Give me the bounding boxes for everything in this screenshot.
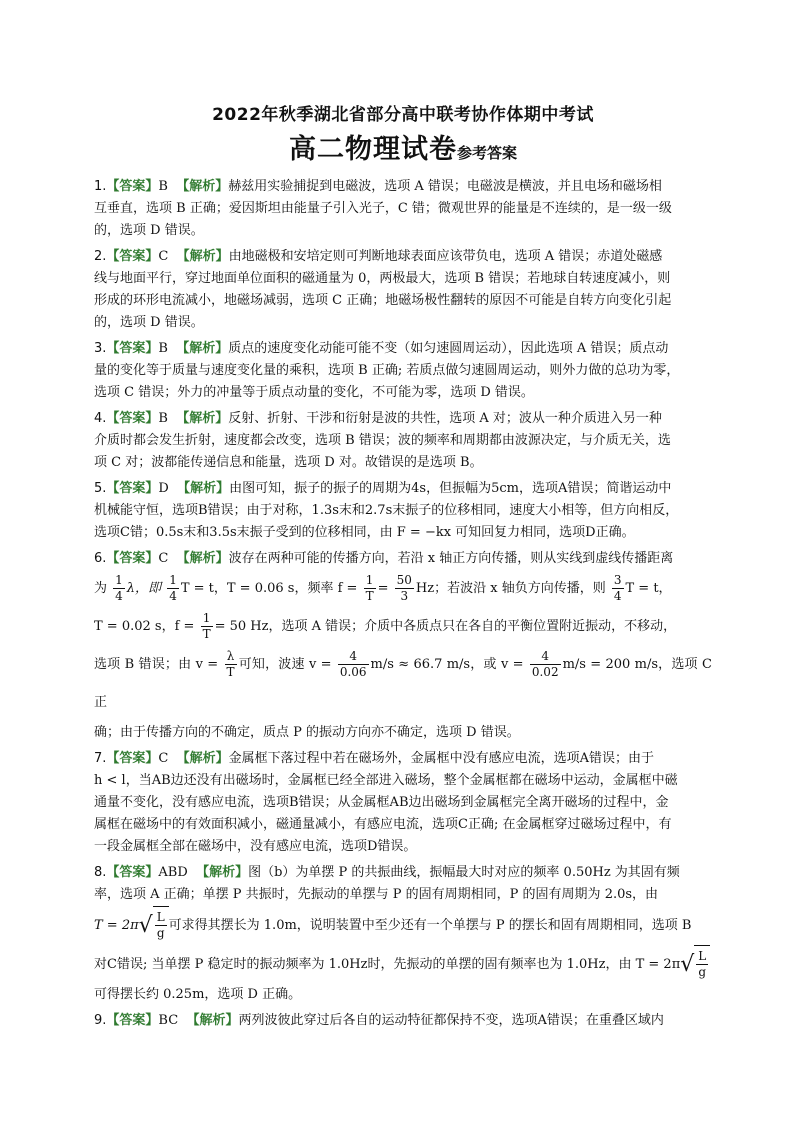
radicand (153, 906, 169, 945)
fraction-one-quarter (113, 573, 125, 604)
radical-sign: √ (680, 951, 695, 977)
answer-label: 【答案】 (106, 551, 159, 566)
answer-label: 【答案】 (106, 179, 159, 194)
analysis-text-line: 两列波彼此穿过后各自的运动特征都保持不变，选项A错误；在重叠区域内 (238, 1013, 664, 1028)
answer-item-6 (94, 548, 712, 744)
analysis-text-line: 质点的速度变化动能可能不变（如匀速圆周运动），因此选项 A 错误；质点动 (228, 341, 669, 356)
fraction-l-over-g (696, 949, 708, 980)
analysis-text-line: 线与地面平行，穿过地面单位面积的磁通量为 0，两极最大，选项 B 错误；若地球自转速度减小，则 (94, 271, 671, 286)
answer-item-4 (94, 408, 712, 474)
analysis-label: 【解析】 (176, 341, 229, 356)
analysis-label: 【解析】 (176, 179, 229, 194)
text-fragment: = (377, 581, 389, 596)
answer-value: C (158, 249, 169, 264)
numerator: 50 (396, 573, 412, 587)
sqrt-l-over-g (680, 945, 710, 984)
answer-item-2 (94, 246, 712, 334)
answer-value: BC (158, 1013, 179, 1028)
answer-value: B (158, 411, 168, 426)
fraction-four-over-002 (530, 649, 561, 680)
text-fragment: 可求得其摆长为 1.0m，说明装置中至少还有一个单摆与 P 的摆长和固有周期相同，选项 B (168, 918, 692, 933)
answer-item-3 (94, 338, 712, 404)
answer-value: B (158, 341, 168, 356)
paper-subtitle: 参考答案 (456, 144, 517, 162)
answer-value: D (158, 481, 169, 496)
text-fragment: T = t，T = 0.06 s，频率 f = (180, 581, 358, 596)
analysis-label: 【解析】 (176, 551, 229, 566)
analysis-text-line: 赫兹用实验捕捉到电磁波，选项 A 错误；电磁波是横波，并且电场和磁场相 (228, 179, 662, 194)
analysis-text-line: 互垂直，选项 B 正确；爱因斯坦由能量子引入光子，C 错；微观世界的能量是不连续的，是一级一级 (94, 201, 672, 216)
numerator: L (156, 910, 165, 924)
answer-label: 【答案】 (106, 751, 159, 766)
item-number: 3. (94, 341, 107, 356)
fraction-fifty-thirds (395, 573, 414, 604)
text-fragment: Hz；若波沿 x 轴负方向传播，则 (415, 581, 606, 596)
analysis-text-line: 通量不变化，没有感应电流，选项B错误；从金属框AB边出磁场到金属框完全离开磁场的过程中，金 (94, 795, 669, 810)
text-fragment: 为 (94, 581, 108, 596)
analysis-label: 【解析】 (196, 865, 249, 880)
exam-title: 2022年秋季湖北省部分高中联考协作体期中考试 (212, 105, 594, 125)
analysis-text-line: 反射、折射、干涉和衍射是波的共性，选项 A 对；波从一种介质进入另一种 (228, 411, 662, 426)
item-number: 4. (94, 411, 107, 426)
analysis-text-line: 选项 C 错误；外力的冲量等于质点动量的变化，不可能为零，选项 D 错误。 (94, 385, 534, 400)
analysis-text-line: 选项C错；0.5s末和3.5s末振子受到的位移相同，由 F = −kx 可知回复力相同，选项D正确。 (94, 525, 635, 540)
analysis-text-line: 项 C 对；波都能传递信息和能量，选项 D 对。故错误的是选项 B。 (94, 455, 483, 470)
answer-value: B (158, 179, 168, 194)
answer-label: 【答案】 (106, 481, 159, 496)
answer-value: C (158, 751, 169, 766)
fraction-l-over-g (155, 910, 167, 941)
analysis-text-line: 由地磁极和安培定则可判断地球表面应该带负电，选项 A 错误；赤道处磁感 (228, 249, 663, 264)
analysis-text-line: 金属框下落过程中若在磁场外，金属框中没有感应电流，选项A错误；由于 (228, 751, 655, 766)
numerator: L (698, 949, 707, 963)
analysis-text-line: 形成的环形电流减小，地磁场减弱，选项 C 正确；地磁场极性翻转的原因不可能是自转方向变化引起 (94, 293, 672, 308)
answer-label: 【答案】 (106, 411, 159, 426)
answer-item-8 (94, 862, 712, 1006)
answer-item-7 (94, 748, 712, 858)
item-number: 1. (94, 179, 107, 194)
formula-line (94, 646, 712, 722)
denominator: g (156, 926, 165, 940)
text-fragment: m/s ≈ 66.7 m/s，或 v = (370, 657, 524, 672)
denominator: 4 (115, 589, 123, 603)
text-fragment: 选项 B 错误；由 v = (94, 657, 219, 672)
text-fragment: 可知，波速 v = (238, 657, 332, 672)
answer-value: ABD (158, 865, 188, 880)
analysis-text-line: 确；由于传播方向的不确定，质点 P 的振动方向亦不确定，选项 D 错误。 (94, 725, 520, 740)
analysis-text-line: 一段金属框全部在磁场中，没有感应电流，选项D错误。 (94, 839, 417, 854)
formula-line (94, 608, 712, 646)
analysis-label: 【解析】 (176, 249, 229, 264)
numerator: λ (225, 649, 237, 665)
analysis-text-line: 量的变化等于质量与速度变化量的乘积，选项 B 正确; 若质点做匀速圆周运动，则外力做的总功为零， (94, 363, 680, 378)
answer-label: 【答案】 (106, 341, 159, 356)
numerator: 4 (530, 649, 561, 665)
analysis-text-line: 机械能守恒，选项B错误；由于对称，1.3s末和2.7s末振子的位移相同，速度大小相等，但方向相反， (94, 503, 679, 518)
fraction-one-over-t (364, 573, 376, 604)
numerator: 4 (338, 649, 369, 665)
numerator: 1 (115, 573, 123, 587)
numerator: 1 (364, 573, 376, 589)
denominator: g (698, 965, 707, 979)
analysis-label: 【解析】 (176, 411, 229, 426)
sqrt-l-over-g (139, 906, 169, 945)
formula-line (94, 906, 712, 945)
text-fragment: T = 0.02 s，f = (94, 619, 195, 634)
denominator: T (365, 589, 374, 603)
text-fragment: 对C错误; 当单摆 P 稳定时的振动频率为 1.0Hz时，先振动的单摆的固有频率也为 1.0Hz，由 T = 2π (94, 957, 681, 972)
denominator: T (202, 627, 211, 641)
denominator: 4 (169, 589, 177, 603)
formula-line (94, 945, 712, 984)
analysis-text-line: 的，选项 D 错误。 (94, 223, 204, 238)
text-fragment: λ，即 (126, 581, 162, 596)
item-number: 9. (94, 1013, 107, 1028)
answer-value: C (158, 551, 169, 566)
analysis-text-line: 属框在磁场中的有效面积减小，磁通量减小，有感应电流，选项C正确; 在金属框穿过磁场过程中，有 (94, 817, 672, 832)
analysis-label: 【解析】 (177, 481, 230, 496)
text-fragment: T = 2π (94, 918, 139, 933)
item-number: 6. (94, 551, 107, 566)
analysis-text-line: 率，选项 A 正确；单摆 P 共振时，先振动的单摆与 P 的固有周期相同，P 的固有周期为 2.0s，由 (94, 887, 659, 902)
numerator: 1 (169, 573, 177, 587)
item-number: 7. (94, 751, 107, 766)
item-number: 8. (94, 865, 107, 880)
analysis-text-line: 波存在两种可能的传播方向，若沿 x 轴正方向传播，则从实线到虚线传播距离 (228, 551, 674, 566)
answer-item-9 (94, 1010, 712, 1032)
fraction-one-over-t (201, 611, 213, 642)
denominator: 4 (613, 589, 622, 603)
answer-label: 【答案】 (106, 249, 159, 264)
numerator: 1 (201, 611, 213, 627)
analysis-label: 【解析】 (186, 1013, 239, 1028)
text-fragment: = 50 Hz，选项 A 错误；介质中各质点只在各自的平衡位置附近振动，不移动， (214, 619, 677, 634)
analysis-text-line: 介质时都会发生折射，速度都会改变，选项 B 错误；波的频率和周期都由波源决定，与介质无关，选 (94, 433, 671, 448)
answer-label: 【答案】 (106, 1013, 159, 1028)
denominator: 3 (400, 589, 409, 603)
formula-line (94, 570, 712, 608)
text-fragment: m/s = 200 m/s，选项 C 正 (94, 657, 712, 710)
fraction-lambda-over-t (225, 649, 237, 680)
analysis-label: 【解析】 (176, 751, 229, 766)
answer-item-1 (94, 176, 712, 242)
answer-item-5 (94, 478, 712, 544)
analysis-text-line: h < l，当AB边还没有出磁场时，金属框已经全部进入磁场，整个金属框都在磁场中运动，金属框中磁 (94, 773, 678, 788)
denominator: 0.06 (339, 665, 367, 679)
radical-sign: √ (138, 912, 153, 938)
fraction-three-quarters (612, 573, 624, 604)
analysis-text-line: 的，选项 D 错误。 (94, 315, 204, 330)
denominator: T (226, 665, 235, 679)
answer-label: 【答案】 (106, 865, 159, 880)
item-number: 2. (94, 249, 107, 264)
fraction-one-quarter (167, 573, 179, 604)
analysis-text-line: 图（b）为单摆 P 的共振曲线，振幅最大时对应的频率 0.50Hz 为其固有频 (248, 865, 680, 880)
paper-title-row (94, 135, 712, 170)
denominator: 0.02 (531, 665, 559, 679)
radicand (694, 945, 710, 984)
paper-title: 高二物理试卷 (288, 134, 457, 165)
text-fragment: T = t， (625, 581, 672, 596)
numerator: 3 (613, 573, 622, 587)
item-number: 5. (94, 481, 107, 496)
fraction-four-over-006 (338, 649, 369, 680)
analysis-text-line: 可得摆长约 0.25m，选项 D 正确。 (94, 987, 302, 1002)
analysis-text-line: 由图可知，振子的振子的周期为4s，但振幅为5cm，选项A错误；简谐运动中 (229, 481, 672, 496)
